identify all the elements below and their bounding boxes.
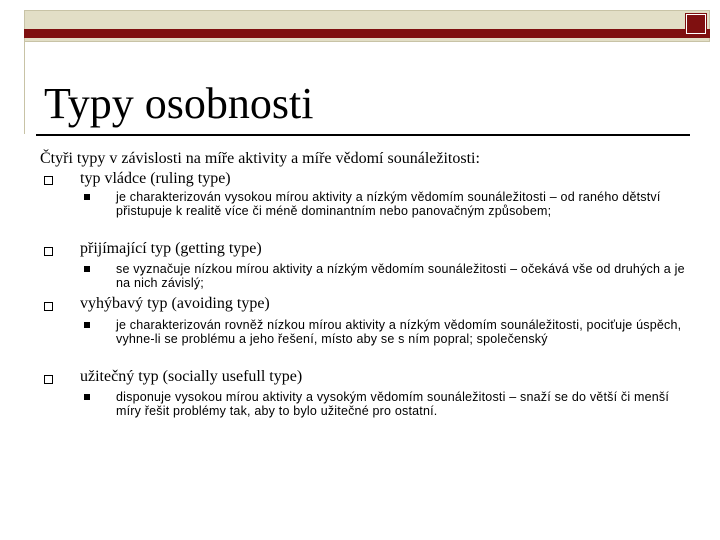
intro-text: Čtyři typy v závislosti na míře aktivity a míře vědomí sounáležitosti:: [40, 150, 480, 167]
type-name: užitečný typ (socially usefull type): [80, 368, 303, 385]
type-description: disponuje vysokou mírou aktivity a vysokým vědomím sounáležitosti – snaží se do větší či menší míry řešit problémy tak, aby to bylo užitečné pro ostatní.: [116, 390, 670, 418]
type-description: se vyznačuje nízkou mírou aktivity a nízkým vědomím sounáležitosti – očekává vše od druhých a je na nich závislý;: [116, 262, 685, 290]
type-name: přijímající typ (getting type): [80, 240, 262, 257]
level2-bullet: [84, 322, 90, 328]
type-description: je charakterizován rovněž nízkou mírou aktivity a nízkým vědomím sounáležitosti, pociťuje úspěch, vyhne-li se problému a jeho řešení, místo aby se s ním popral; společenský: [116, 318, 682, 346]
level1-bullet-box: [44, 375, 53, 384]
level1-bullet-box: [44, 302, 53, 311]
slide-title: Typy osobnosti: [44, 79, 314, 128]
level2-bullet: [84, 394, 90, 400]
type-name: vyhýbavý typ (avoiding type): [80, 295, 270, 312]
level2-bullet: [84, 194, 90, 200]
type-description: je charakterizován vysokou mírou aktivity a nízkým vědomím sounáležitosti – od raného dětství přistupuje k realitě více či méně dominantním nebo panovačným způsobem;: [116, 190, 661, 218]
level1-bullet-box: [44, 247, 53, 256]
level1-bullet-box: [44, 176, 53, 185]
type-name: typ vládce (ruling type): [80, 170, 231, 187]
level2-bullet: [84, 266, 90, 272]
